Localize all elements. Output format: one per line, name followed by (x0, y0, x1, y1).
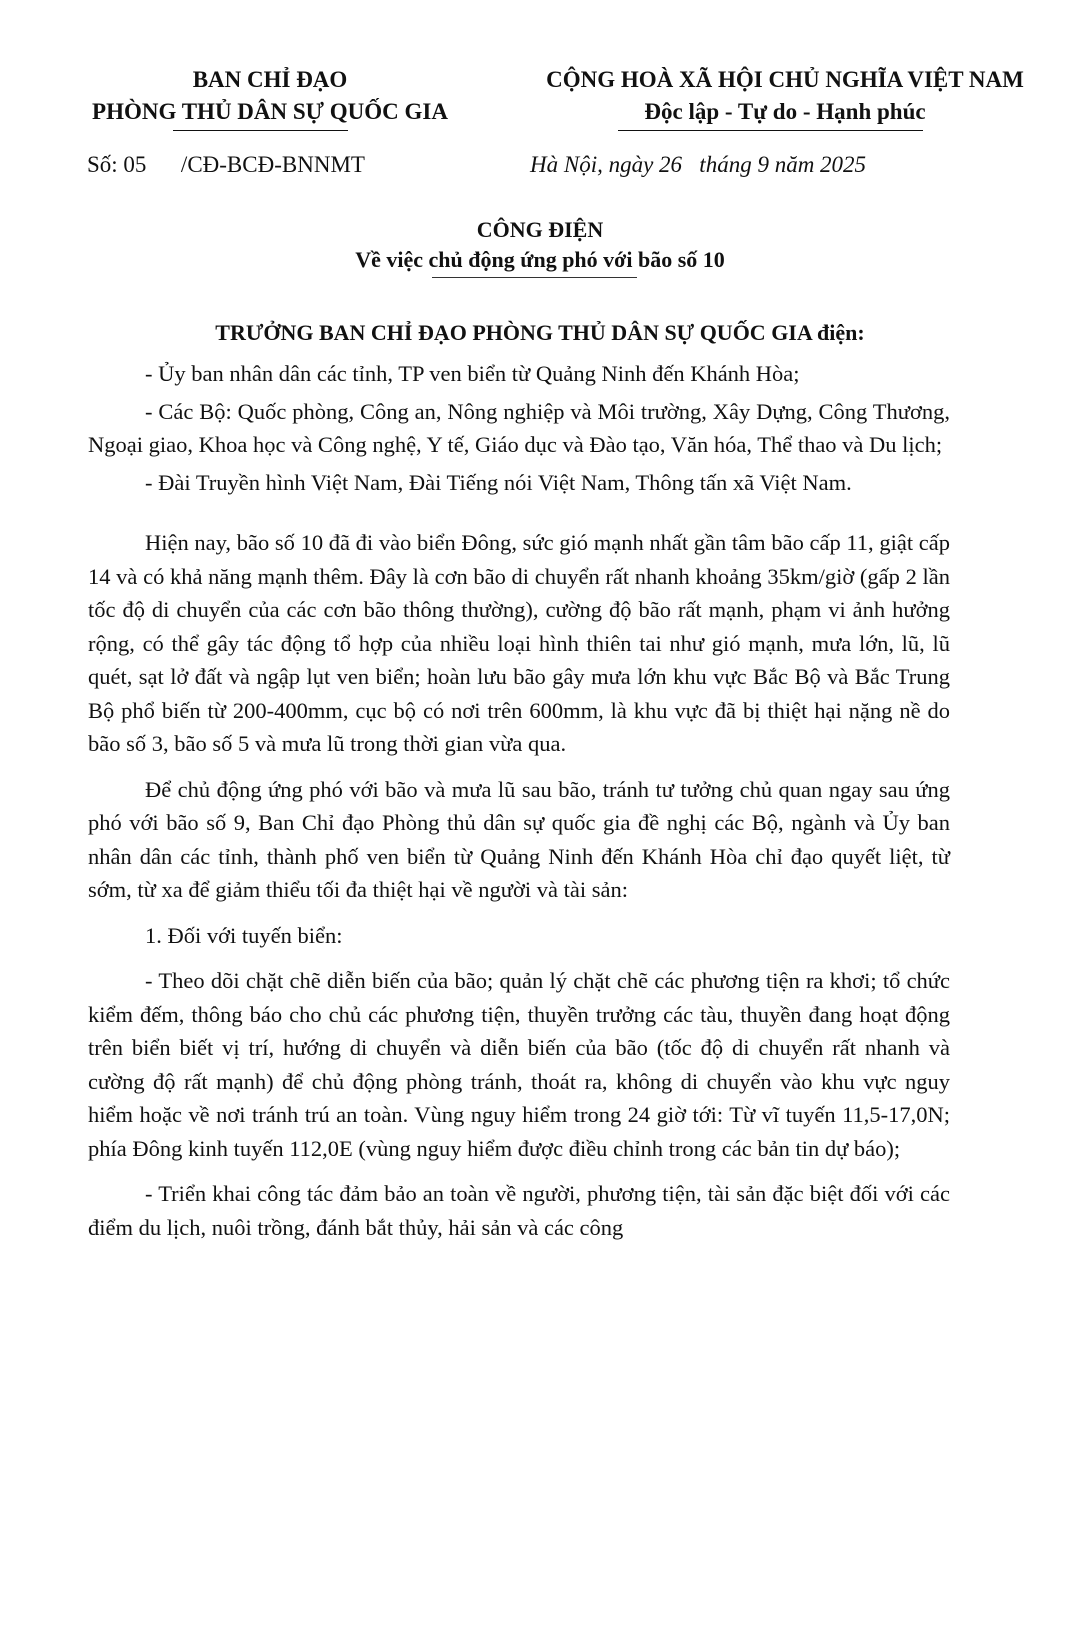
section-heading: 1. Đối với tuyến biển: (145, 922, 343, 948)
place-date: Hà Nội, ngày 26 tháng 9 năm 2025 (530, 152, 867, 177)
agency-underline (173, 130, 348, 131)
spacer (88, 499, 950, 526)
issuing-agency (40, 64, 500, 128)
addressee-heading: TRƯỞNG BAN CHỈ ĐẠO PHÒNG THỦ DÂN SỰ QUỐC GIA điện: (215, 320, 865, 345)
recipient-item: - Các Bộ: Quốc phòng, Công an, Nông nghiệp và Môi trường, Xây Dựng, Công Thương, Ngoại giao, Khoa học và Công nghệ, Y tế, Giáo dục và Đào tạo, Văn hóa, Thể thao và Du lịch; (88, 398, 950, 457)
motto-underline (618, 130, 923, 131)
document-type: CÔNG ĐIỆN (476, 217, 604, 242)
spacer (88, 952, 950, 964)
recipient-item: - Đài Truyền hình Việt Nam, Đài Tiếng nói Việt Nam, Thông tấn xã Việt Nam. (145, 469, 852, 495)
body-paragraph: Hiện nay, bão số 10 đã đi vào biển Đông, sức gió mạnh nhất gần tâm bão cấp 11, giật cấp 14 và có khả năng mạnh thêm. Đây là cơn bão di chuyển rất nhanh khoảng 35km/giờ (gấp 2 lần tốc độ di chuyển của các cơn bão thông thường), cường độ bão rất mạnh, phạm vi ảnh hưởng rộng, có thể gây tác động tổ hợp của nhiều loại hình thiên tai như gió mạnh, mưa lớn, lũ, lũ quét, sạt lở đất và ngập lụt ven biển; hoàn lưu bão gây mưa lớn khu vực Bắc Bộ và Bắc Trung Bộ phổ biến từ 200-400mm, cục bộ có nơi trên 600mm, là khu vực đã bị thiệt hại nặng nề do bão số 3, bão số 5 và mưa lũ trong thời gian vừa qua. (88, 530, 950, 756)
body-paragraph: - Theo dõi chặt chẽ diễn biến của bão; quản lý chặt chẽ các phương tiện ra khơi; tổ chức kiểm đếm, thông báo cho chủ các phương tiện, thuyền trưởng các tàu, thuyền đang hoạt động trên biển biết vị trí, hướng di chuyển và diễn biến của bão (tốc độ di chuyển rất nhanh và cường độ rất mạnh) để chủ động phòng tránh, thoát ra, không di chuyển vào khu vực nguy hiểm hoặc về nơi tránh trú an toàn. Vùng nguy hiểm trong 24 giờ tới: Từ vĩ tuyến 11,5-17,0N; phía Đông kinh tuyến 112,0E (vùng nguy hiểm được điều chỉnh trong các bản tin dự báo); (88, 968, 950, 1161)
document-body (88, 357, 950, 1244)
subject-underline (432, 277, 637, 278)
document-title (90, 215, 990, 275)
agency-line-1: BAN CHỈ ĐẠO (192, 67, 348, 92)
body-paragraph: Để chủ động ứng phó với bão và mưa lũ sau bão, tránh tư tưởng chủ quan ngay sau ứng phó với bão số 9, Ban Chỉ đạo Phòng thủ dân sự quốc gia đề nghị các Bộ, ngành và Ủy ban nhân dân các tỉnh, thành phố ven biển từ Quảng Ninh đến Khánh Hòa chỉ đạo quyết liệt, từ sớm, từ xa để giảm thiểu tối đa thiệt hại về người và tài sản: (88, 776, 950, 902)
national-name: CỘNG HOÀ XÃ HỘI CHỦ NGHĨA VIỆT NAM (546, 67, 1024, 92)
national-heading (505, 64, 1065, 128)
document-number: Số: 05 /CĐ-BCĐ-BNNMT (87, 152, 365, 177)
agency-line-2: PHÒNG THỦ DÂN SỰ QUỐC GIA (92, 99, 448, 124)
spacer (88, 907, 950, 919)
national-motto: Độc lập - Tự do - Hạnh phúc (644, 99, 926, 124)
body-paragraph: - Triển khai công tác đảm bảo an toàn về người, phương tiện, tài sản đặc biệt đối với các điểm du lịch, nuôi trồng, đánh bắt thủy, hải sản và các công (88, 1181, 950, 1240)
spacer (88, 1165, 950, 1177)
recipient-item: - Ủy ban nhân dân các tỉnh, TP ven biển từ Quảng Ninh đến Khánh Hòa; (145, 361, 800, 386)
document-subject: Về việc chủ động ứng phó với bão số 10 (355, 247, 725, 272)
spacer (88, 761, 950, 773)
